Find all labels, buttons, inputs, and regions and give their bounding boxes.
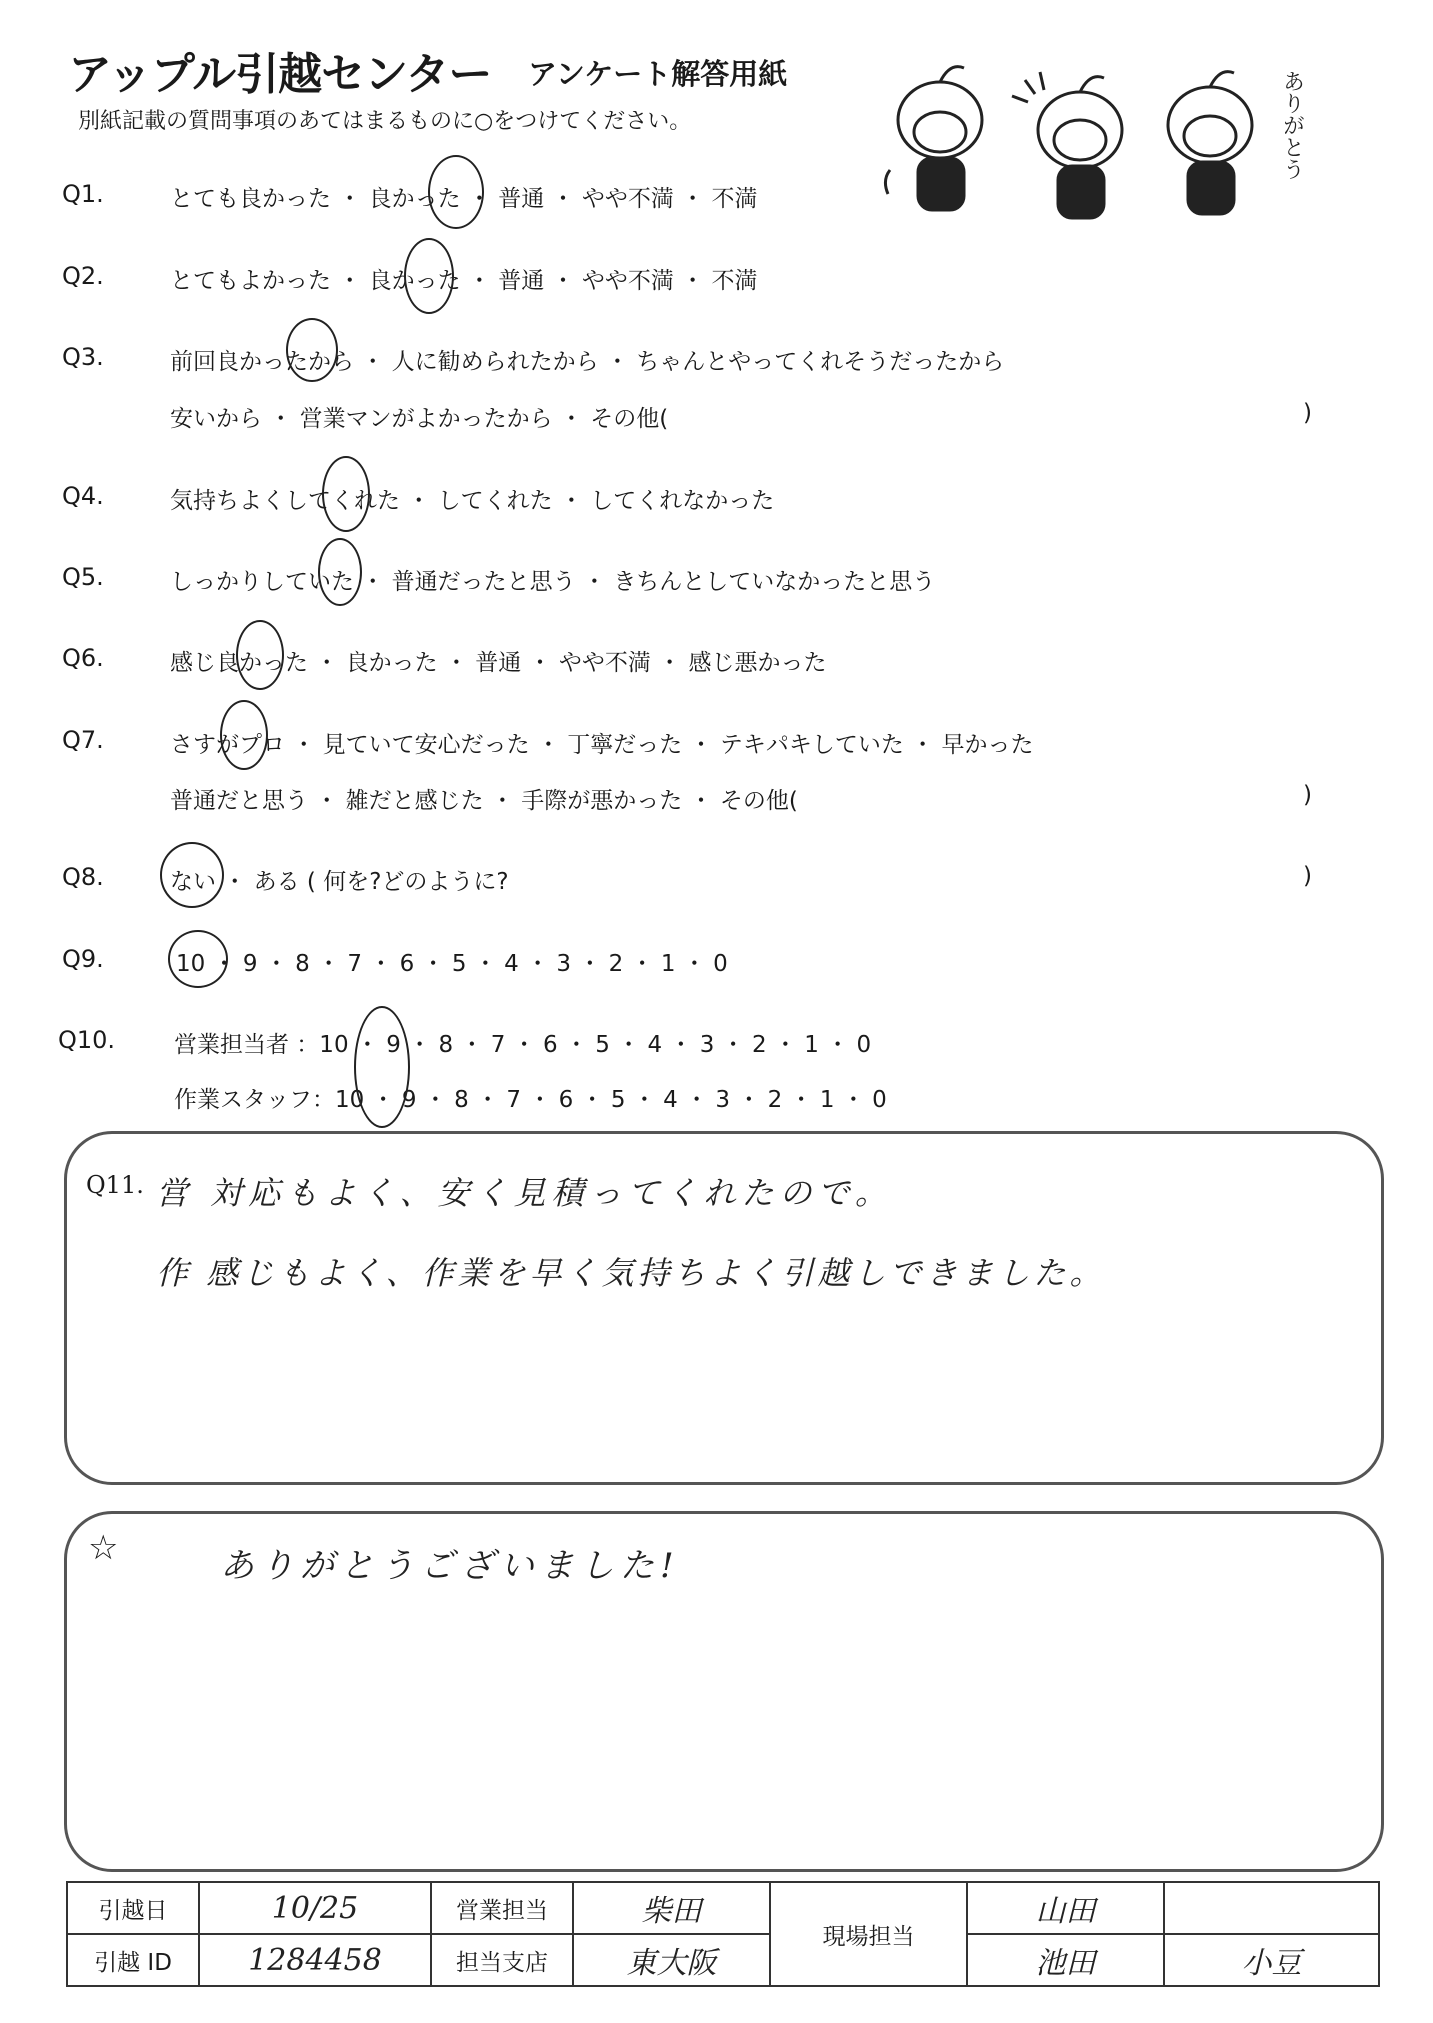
mascot-monkey-center	[1012, 72, 1122, 218]
q10-label: Q10.	[58, 1026, 116, 1054]
q6-selection-circle	[236, 620, 284, 690]
q8-label: Q8.	[62, 863, 104, 891]
q1-label: Q1.	[62, 180, 104, 208]
q9-selection-circle	[168, 930, 228, 988]
q4-options: 気持ちよくしてくれた ・ してくれた ・ してくれなかった	[170, 488, 775, 514]
q8-options: ない ・ ある ( 何を?どのように?	[170, 869, 509, 895]
q7-label: Q7.	[62, 726, 104, 754]
site-staff-3	[1164, 1882, 1379, 1934]
site-staff-2: 池田	[967, 1934, 1164, 1986]
sales-label: 営業担当	[431, 1882, 573, 1934]
q6-label: Q6.	[62, 644, 104, 672]
q5-selection-circle	[318, 538, 362, 606]
site-staff-4: 小豆	[1164, 1934, 1379, 1986]
move-id-value: 1284458	[199, 1934, 431, 1986]
q4-selection-circle	[322, 456, 370, 532]
branch-label: 担当支店	[431, 1934, 573, 1986]
mascot-monkey-left	[885, 67, 982, 210]
q8-close-paren: )	[1303, 863, 1312, 889]
q5-label: Q5.	[62, 563, 104, 591]
move-id-label: 引越 ID	[67, 1934, 199, 1986]
q4-label: Q4.	[62, 482, 104, 510]
branch-value: 東大阪	[573, 1934, 770, 1986]
q2-label: Q2.	[62, 262, 104, 290]
q10-staff-scale: 作業スタッフ：10 ・ 9 ・ 8 ・ 7 ・ 6 ・ 5 ・ 4 ・ 3 ・ 2 ・ 1 ・ 0	[174, 1087, 887, 1113]
sales-value: 柴田	[573, 1882, 770, 1934]
q7-close-paren: )	[1303, 782, 1312, 808]
star-icon: ☆	[88, 1528, 119, 1568]
form-subtitle: アンケート解答用紙	[528, 57, 788, 91]
q6-options: 感じ良かった ・ 良かった ・ 普通 ・ やや不満 ・ 感じ悪かった	[170, 650, 827, 676]
q1-selection-circle	[428, 155, 484, 229]
q2-options: とてもよかった ・ 良かった ・ 普通 ・ やや不満 ・ 不満	[170, 268, 758, 294]
q2-selection-circle	[404, 238, 454, 314]
q1-options: とても良かった ・ 良かった ・ 普通 ・ やや不満 ・ 不満	[170, 186, 758, 212]
q9-label: Q9.	[62, 945, 104, 973]
footer-table	[66, 1881, 1380, 1987]
q10-sales-scale: 営業担当者 ：10 ・ 9 ・ 8 ・ 7 ・ 6 ・ 5 ・ 4 ・ 3 ・ 2 ・ 1 ・ 0	[174, 1032, 872, 1058]
q3-options-line1: 前回良かったから ・ 人に勧められたから ・ ちゃんとやってくれそうだったから	[170, 349, 1005, 375]
q11-handwritten-line1: 営 対応もよく、安く見積ってくれたので。	[156, 1174, 893, 1212]
move-date-value: 10/25	[199, 1882, 431, 1934]
q5-options: しっかりしていた ・ 普通だったと思う ・ きちんとしていなかったと思う	[170, 569, 936, 595]
q8-selection-circle	[160, 842, 224, 908]
q3-selection-circle	[286, 318, 338, 382]
q3-close-paren: )	[1303, 400, 1312, 426]
instruction-text: 別紙記載の質問事項のあてはまるものに○をつけてください。	[78, 109, 692, 134]
site-label: 現場担当	[770, 1882, 967, 1986]
q7-options-line1: さすがプロ ・ 見ていて安心だった ・ 丁寧だった ・ テキパキしていた ・ 早かった	[170, 732, 1034, 758]
company-title: アップル引越センター	[68, 49, 492, 100]
move-date-label: 引越日	[67, 1882, 199, 1934]
site-staff-1: 山田	[967, 1882, 1164, 1934]
q10-selection-circle	[354, 1006, 410, 1128]
q3-options-line2: 安いから ・ 営業マンがよかったから ・ その他(	[170, 406, 669, 432]
q11-label: Q11.	[86, 1171, 144, 1199]
mascot-illustration	[880, 40, 1320, 230]
q3-label: Q3.	[62, 343, 104, 371]
star-handwritten-message: ありがとうございました!	[220, 1546, 680, 1586]
q7-selection-circle	[220, 700, 268, 770]
mascot-thanks-text: ありがとう	[1279, 70, 1305, 180]
q11-handwritten-line2: 作 感じもよく、作業を早く気持ちよく引越しできました。	[156, 1254, 1106, 1292]
q9-scale: 10 ・ 9 ・ 8 ・ 7 ・ 6 ・ 5 ・ 4 ・ 3 ・ 2 ・ 1 ・ 0	[176, 951, 728, 977]
mascot-monkey-right	[1168, 72, 1252, 214]
q7-options-line2: 普通だと思う ・ 雑だと感じた ・ 手際が悪かった ・ その他(	[170, 788, 798, 814]
